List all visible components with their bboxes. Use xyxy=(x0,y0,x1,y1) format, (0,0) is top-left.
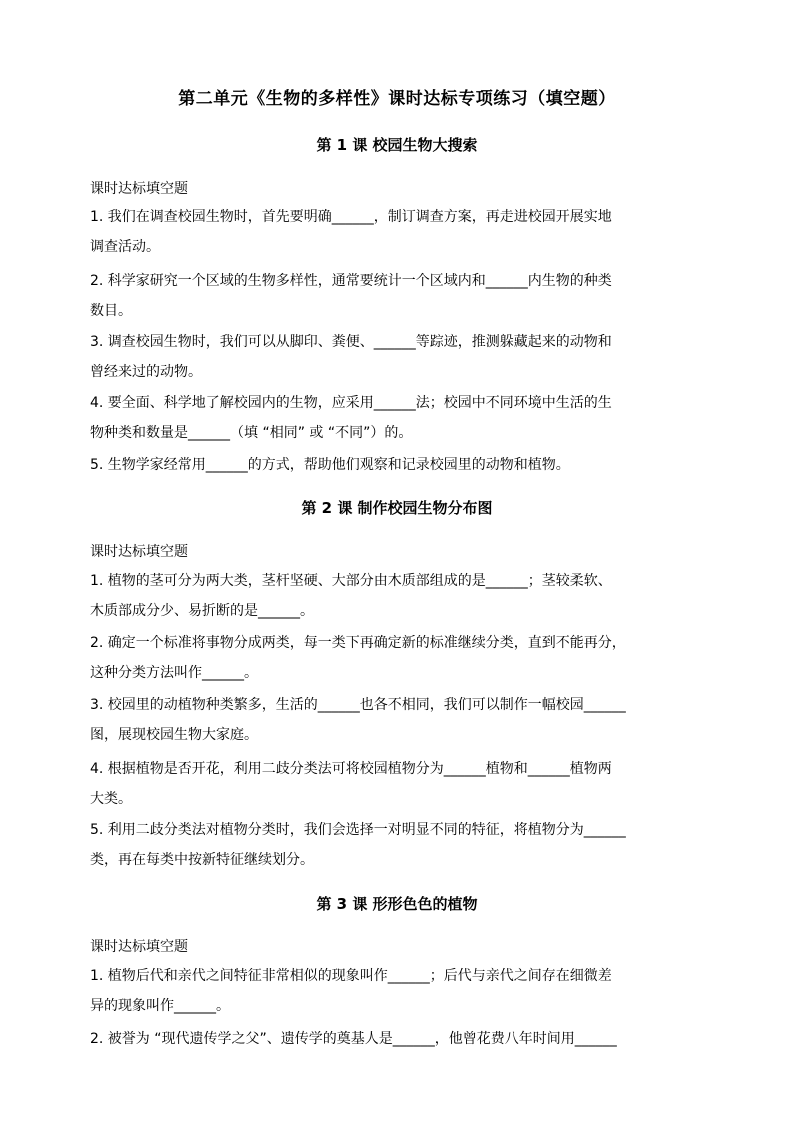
lesson-2-question-5 xyxy=(90,815,710,875)
lesson-1-question-3 xyxy=(90,327,710,387)
lesson-2-question-1 xyxy=(90,566,710,626)
lesson-3-question-1 xyxy=(90,961,710,1021)
lesson-1-heading: 第 1 课 校园生物大搜索 xyxy=(316,136,478,154)
lesson-2-subtitle: 课时达标填空题 xyxy=(90,544,188,560)
question-line: 物种类和数量是______（填 “相同” 或 “不同”）的。 xyxy=(90,425,413,441)
question-line: 1. 我们在调查校园生物时，首先要明确______，制订调查方案，再走进校园开展实地 xyxy=(90,209,612,225)
question-line: 2. 被誉为 “现代遗传学之父”、遗传学的奠基人是______，他曾花费八年时间用______ xyxy=(90,1031,617,1047)
lesson-3-heading: 第 3 课 形形色色的植物 xyxy=(316,895,478,913)
question-line: 2. 确定一个标准将事物分成两类，每一类下再确定新的标准继续分类，直到不能再分， xyxy=(90,635,626,651)
document-title: 第二单元《生物的多样性》课时达标专项练习（填空题） xyxy=(178,89,616,109)
question-line: 1. 植物的茎可分为两大类，茎杆坚硬、大部分由木质部组成的是______；茎较柔软、 xyxy=(90,573,612,589)
question-line: 5. 利用二歧分类法对植物分类时，我们会选择一对明显不同的特征，将植物分为______ xyxy=(90,822,626,838)
question-line: 4. 要全面、科学地了解校园内的生物，应采用______法；校园中不同环境中生活的生 xyxy=(90,395,612,411)
question-line: 5. 生物学家经常用______的方式，帮助他们观察和记录校园里的动物和植物。 xyxy=(90,457,570,473)
question-line: 木质部成分少、易折断的是______。 xyxy=(90,603,314,619)
lesson-1-question-2 xyxy=(90,266,710,326)
lesson-1-question-4 xyxy=(90,388,710,448)
question-line: 2. 科学家研究一个区域的生物多样性，通常要统计一个区域内和______内生物的种类 xyxy=(90,273,612,289)
question-line: 调查活动。 xyxy=(90,239,160,255)
question-line: 这种分类方法叫作______。 xyxy=(90,665,258,681)
lesson-2-question-4 xyxy=(90,754,710,814)
lesson-2-question-2 xyxy=(90,628,710,688)
question-line: 类，再在每类中按新特征继续划分。 xyxy=(90,852,314,868)
lesson-1-question-5 xyxy=(90,450,710,480)
lesson-2-heading: 第 2 课 制作校园生物分布图 xyxy=(301,499,493,517)
question-line: 图，展现校园生物大家庭。 xyxy=(90,727,258,743)
question-line: 曾经来过的动物。 xyxy=(90,364,202,380)
question-line: 大类。 xyxy=(90,791,132,807)
lesson-1-question-1 xyxy=(90,202,710,262)
question-line: 4. 根据植物是否开花，利用二歧分类法可将校园植物分为______植物和______植物两 xyxy=(90,761,612,777)
lesson-3-question-2 xyxy=(90,1024,710,1054)
lesson-2-question-3 xyxy=(90,690,710,750)
question-line: 3. 调查校园生物时，我们可以从脚印、粪便、______等踪迹，推测躲藏起来的动物和 xyxy=(90,334,612,350)
question-line: 异的现象叫作______。 xyxy=(90,998,230,1014)
lesson-1-subtitle: 课时达标填空题 xyxy=(90,181,188,197)
question-line: 数目。 xyxy=(90,303,132,319)
lesson-3-subtitle: 课时达标填空题 xyxy=(90,939,188,955)
question-line: 1. 植物后代和亲代之间特征非常相似的现象叫作______；后代与亲代之间存在细微差 xyxy=(90,968,612,984)
question-line: 3. 校园里的动植物种类繁多，生活的______也各不相同，我们可以制作一幅校园______ xyxy=(90,697,626,713)
